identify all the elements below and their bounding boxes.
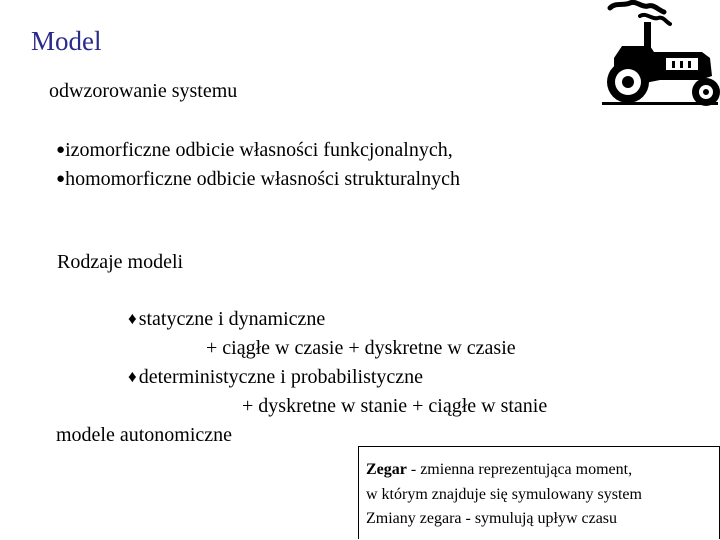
diamond-bullet-icon: ♦ — [128, 309, 137, 328]
bullet-item — [56, 168, 460, 191]
clock-definition-line-2: w którym znajduje się symulowany system — [366, 486, 642, 503]
bullet-dot-icon: ● — [56, 142, 66, 158]
bullet-item — [56, 139, 453, 162]
bullet-dot-icon: ● — [56, 171, 66, 187]
clock-definition-box — [358, 446, 720, 539]
clock-definition-line — [366, 461, 632, 479]
model-definition: odwzorowanie systemu — [49, 80, 238, 102]
model-type-subitem: + ciągłe w czasie + dyskretne w czasie — [206, 337, 516, 359]
clock-changes-line: Zmiany zegara - symulują upływ czasu — [366, 510, 618, 527]
model-type-text: deterministyczne i probabilistyczne — [138, 366, 424, 388]
model-type-item — [128, 366, 423, 389]
tractor-icon — [600, 0, 720, 108]
model-type-subitem: + dyskretne w stanie + ciągłe w stanie — [242, 395, 548, 417]
bullet-text: izomorficzne odbicie własności funkcjonalnych, — [65, 139, 453, 161]
diamond-bullet-icon: ♦ — [128, 367, 137, 386]
bullet-text: homomorficzne odbicie własności strukturalnych — [65, 168, 460, 190]
clock-term: Zegar — [366, 461, 407, 478]
slide-title: Model — [31, 26, 102, 56]
model-types-heading: Rodzaje modeli — [57, 251, 184, 273]
model-type-text: statyczne i dynamiczne — [138, 308, 326, 330]
model-type-item — [128, 308, 325, 331]
clock-definition-text: - zmienna reprezentująca moment, — [406, 461, 633, 478]
autonomous-models-text: modele autonomiczne — [56, 424, 233, 446]
